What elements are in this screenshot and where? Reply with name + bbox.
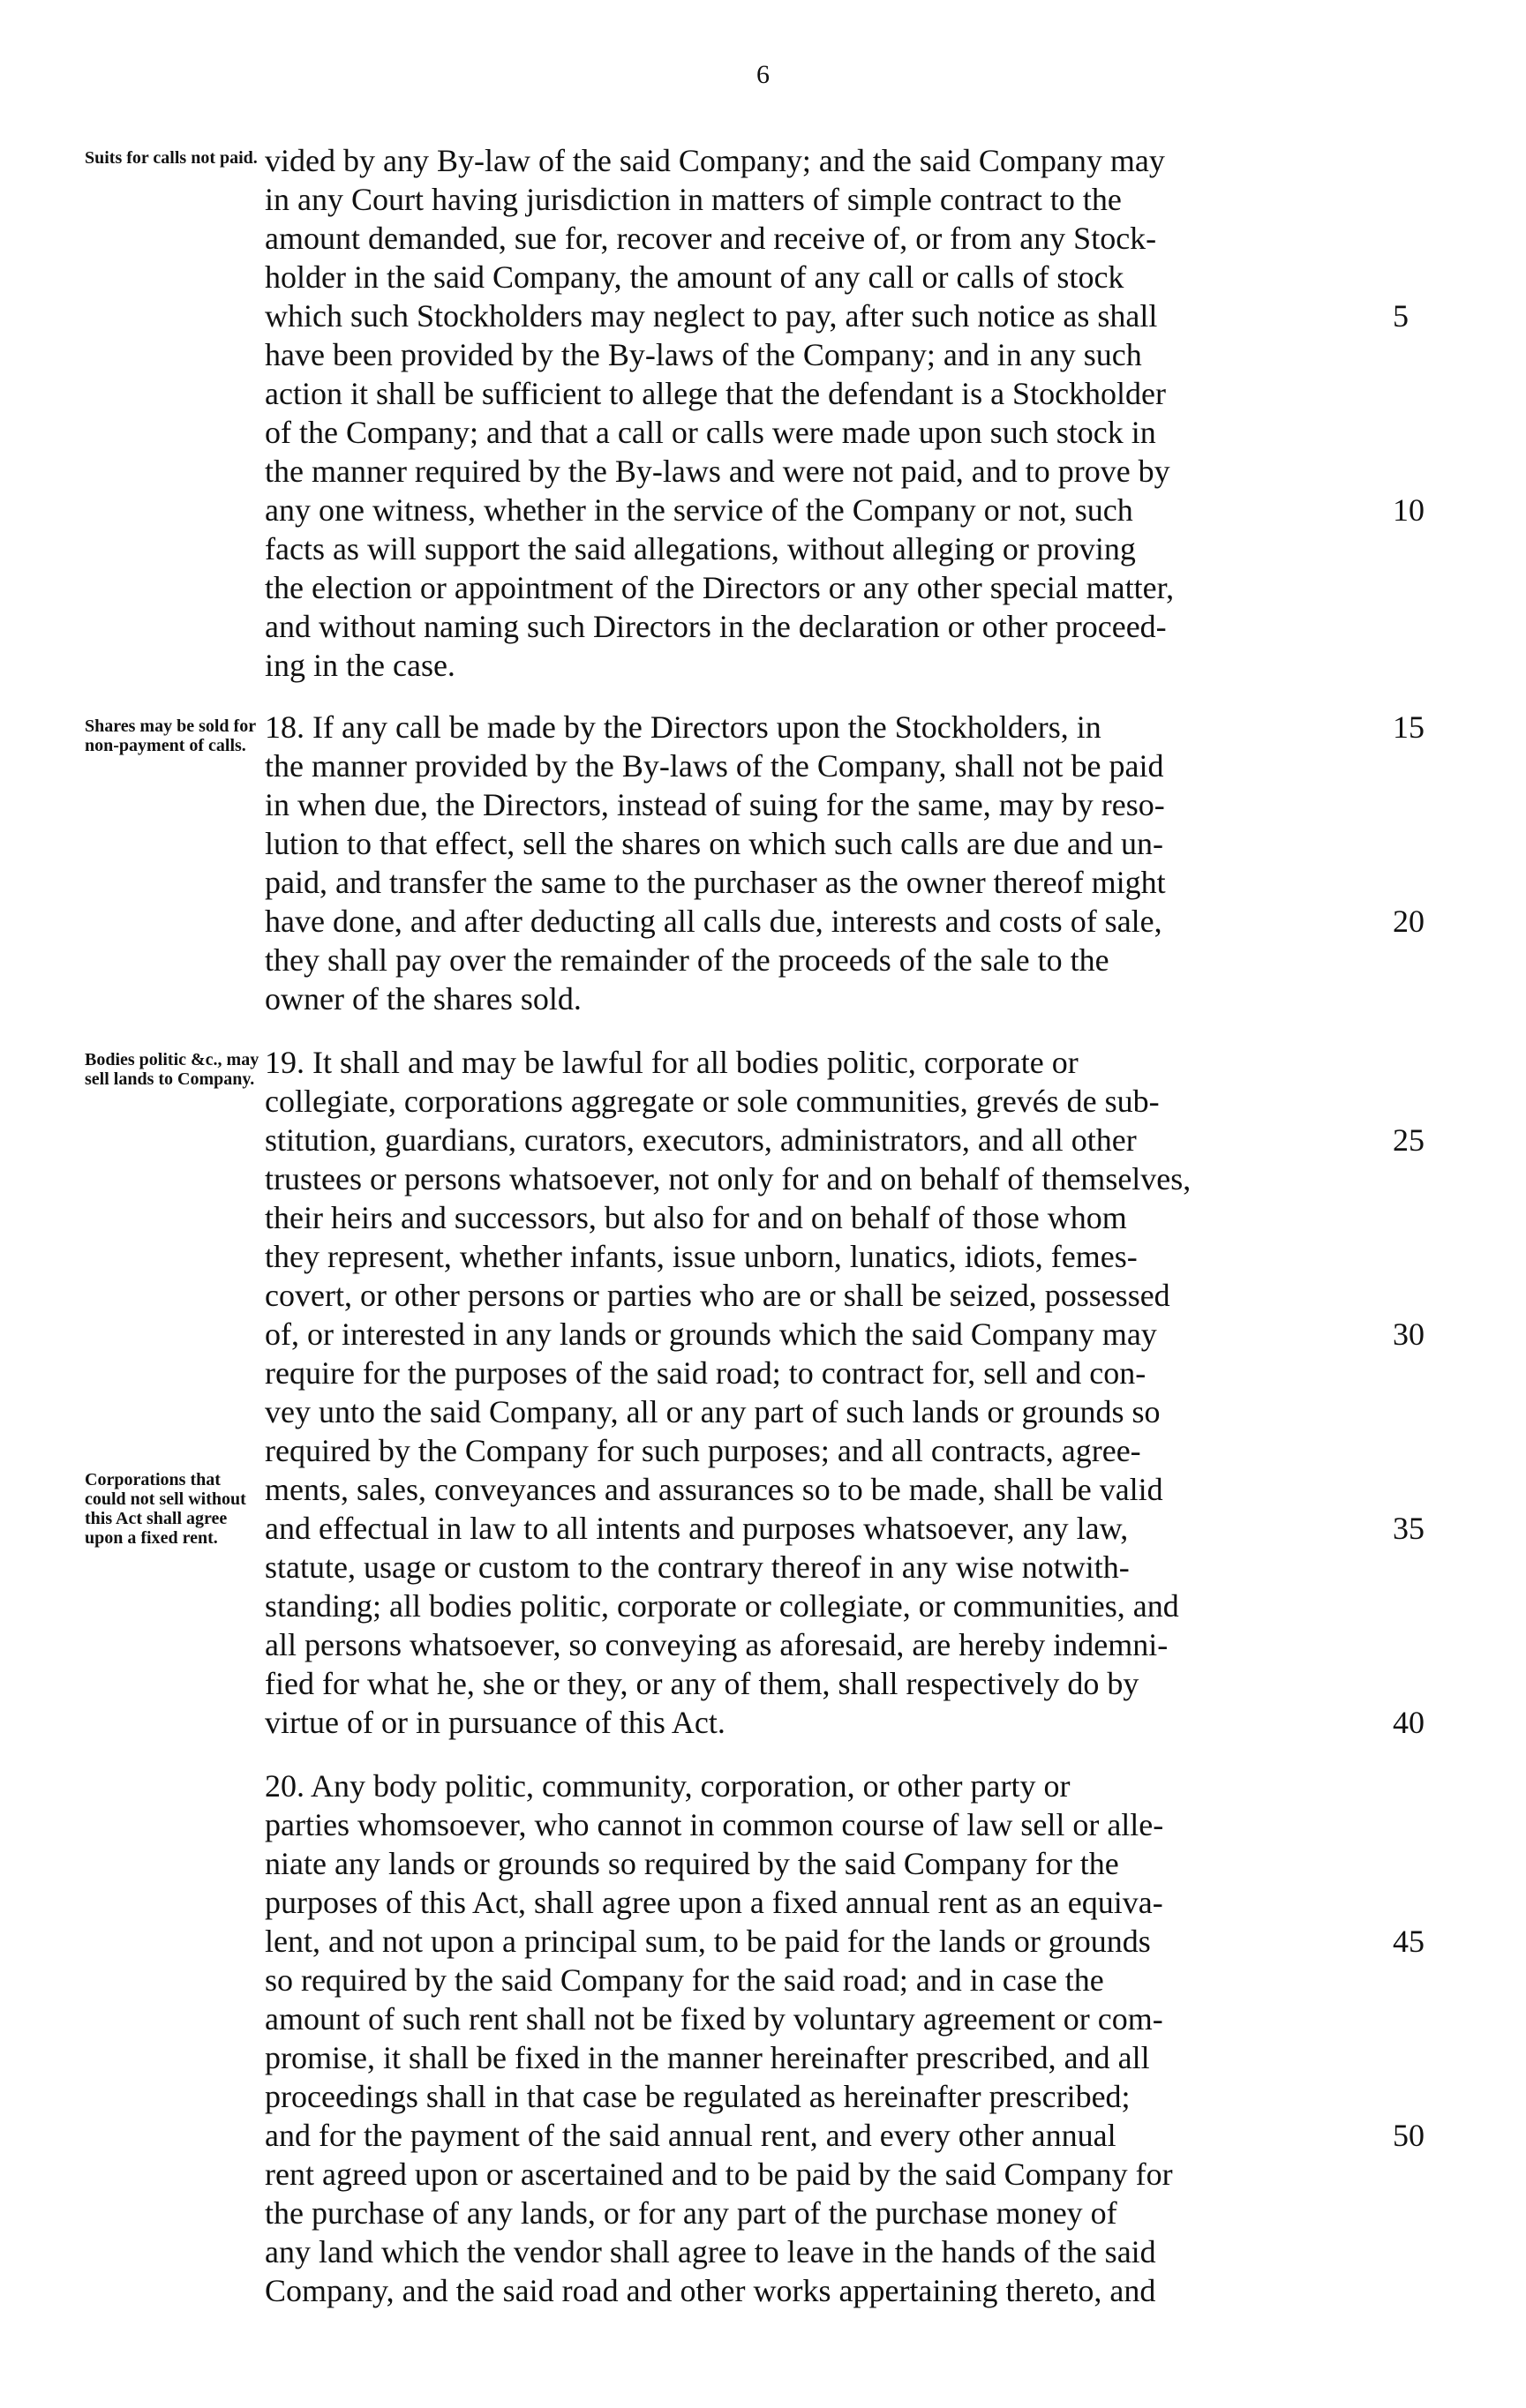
body-line: ing in the case.	[265, 648, 455, 683]
body-line: all persons whatsoever, so conveying as aforesaid, are hereby indemni-	[265, 1627, 1169, 1662]
line-number: 5	[1393, 298, 1409, 334]
line-number: 30	[1393, 1317, 1425, 1352]
body-line: purposes of this Act, shall agree upon a fixed annual rent as an equiva-	[265, 1885, 1163, 1920]
margin-note-bodies-politic: Bodies politic &c., may sell lands to Company.	[85, 1050, 259, 1089]
line-number: 35	[1393, 1511, 1425, 1546]
body-line: the election or appointment of the Directors or any other special matter,	[265, 570, 1175, 605]
body-line: of the Company; and that a call or calls were made upon such stock in	[265, 415, 1156, 450]
body-line: their heirs and successors, but also for and on behalf of those whom	[265, 1200, 1127, 1235]
body-line: have done, and after deducting all calls due, interests and costs of sale,	[265, 904, 1162, 939]
body-line: fied for what he, she or they, or any of them, shall respectively do by	[265, 1666, 1139, 1701]
body-line: in any Court having jurisdiction in matters of simple contract to the	[265, 182, 1122, 217]
body-line: the manner required by the By-laws and were not paid, and to prove by	[265, 454, 1170, 489]
page-number: 6	[756, 60, 770, 89]
body-line: of, or interested in any lands or grounds which the said Company may	[265, 1317, 1157, 1352]
line-number: 15	[1393, 709, 1425, 745]
body-line: vey unto the said Company, all or any part of such lands or grounds so	[265, 1394, 1161, 1429]
section-20-line: 20. Any body politic, community, corporation, or other party or	[265, 1768, 1071, 1804]
body-line: have been provided by the By-laws of the Company; and in any such	[265, 337, 1142, 372]
body-line: parties whomsoever, who cannot in common course of law sell or alle-	[265, 1807, 1164, 1842]
body-line: promise, it shall be fixed in the manner hereinafter prescribed, and all	[265, 2040, 1150, 2075]
body-line: statute, usage or custom to the contrary thereof in any wise notwith-	[265, 1549, 1130, 1585]
body-line: require for the purposes of the said road; to contract for, sell and con-	[265, 1355, 1146, 1391]
body-line: amount of such rent shall not be fixed by voluntary agreement or com-	[265, 2001, 1163, 2037]
body-line: and effectual in law to all intents and purposes whatsoever, any law,	[265, 1511, 1129, 1546]
line-number: 20	[1393, 904, 1425, 939]
body-line: virtue of or in pursuance of this Act.	[265, 1705, 725, 1740]
body-line: they represent, whether infants, issue unborn, lunatics, idiots, femes-	[265, 1239, 1138, 1274]
body-line: and for the payment of the said annual rent, and every other annual	[265, 2118, 1116, 2153]
line-number: 25	[1393, 1122, 1425, 1158]
body-line: lent, and not upon a principal sum, to be paid for the lands or grounds	[265, 1924, 1151, 1959]
body-line: any land which the vendor shall agree to leave in the hands of the said	[265, 2234, 1156, 2269]
body-line: facts as will support the said allegations, without alleging or proving	[265, 531, 1136, 566]
body-line: owner of the shares sold.	[265, 981, 582, 1016]
body-line: covert, or other persons or parties who are or shall be seized, possessed	[265, 1278, 1170, 1313]
line-number: 10	[1393, 492, 1425, 528]
body-line: standing; all bodies politic, corporate or collegiate, or communities, and	[265, 1588, 1179, 1624]
body-line: action it shall be sufficient to allege that the defendant is a Stockholder	[265, 376, 1167, 411]
body-line: the manner provided by the By-laws of the Company, shall not be paid	[265, 748, 1164, 784]
body-line: any one witness, whether in the service of the Company or not, such	[265, 492, 1133, 528]
body-line: which such Stockholders may neglect to pay, after such notice as shall	[265, 298, 1158, 334]
body-line: lution to that effect, sell the shares on which such calls are due and un-	[265, 826, 1164, 861]
body-line: they shall pay over the remainder of the proceeds of the sale to the	[265, 942, 1109, 978]
margin-note-corporations: Corporations that could not sell without this Act shall agree upon a fixed rent.	[85, 1470, 246, 1548]
body-line: paid, and transfer the same to the purchaser as the owner thereof might	[265, 865, 1166, 900]
body-line: stitution, guardians, curators, executors, administrators, and all other	[265, 1122, 1137, 1158]
section-19-line: 19. It shall and may be lawful for all bodies politic, corporate or	[265, 1045, 1079, 1080]
body-line: vided by any By-law of the said Company; and the said Company may	[265, 143, 1165, 178]
body-line: Company, and the said road and other works appertaining thereto, and	[265, 2273, 1156, 2308]
line-number: 45	[1393, 1924, 1425, 1959]
body-line: and without naming such Directors in the declaration or other proceed-	[265, 609, 1167, 644]
body-line: proceedings shall in that case be regulated as hereinafter prescribed;	[265, 2079, 1131, 2114]
body-line: the purchase of any lands, or for any part of the purchase money of	[265, 2195, 1117, 2231]
line-number: 50	[1393, 2118, 1425, 2153]
line-number: 40	[1393, 1705, 1425, 1740]
body-line: so required by the said Company for the said road; and in case the	[265, 1962, 1104, 1998]
section-18-line: 18. If any call be made by the Directors upon the Stockholders, in	[265, 709, 1101, 745]
body-line: rent agreed upon or ascertained and to be paid by the said Company for	[265, 2157, 1173, 2192]
margin-note-suits: Suits for calls not paid.	[85, 148, 258, 168]
margin-note-shares: Shares may be sold for non-payment of calls.	[85, 716, 256, 755]
body-line: collegiate, corporations aggregate or sole communities, grevés de sub-	[265, 1084, 1160, 1119]
body-line: ments, sales, conveyances and assurances so to be made, shall be valid	[265, 1472, 1163, 1507]
body-line: trustees or persons whatsoever, not only for and on behalf of themselves,	[265, 1161, 1191, 1196]
body-line: in when due, the Directors, instead of suing for the same, may by reso-	[265, 787, 1165, 822]
body-line: holder in the said Company, the amount of any call or calls of stock	[265, 259, 1124, 295]
body-line: niate any lands or grounds so required by the said Company for the	[265, 1846, 1119, 1881]
body-line: amount demanded, sue for, recover and receive of, or from any Stock-	[265, 221, 1157, 256]
body-line: required by the Company for such purposes; and all contracts, agree-	[265, 1433, 1141, 1468]
